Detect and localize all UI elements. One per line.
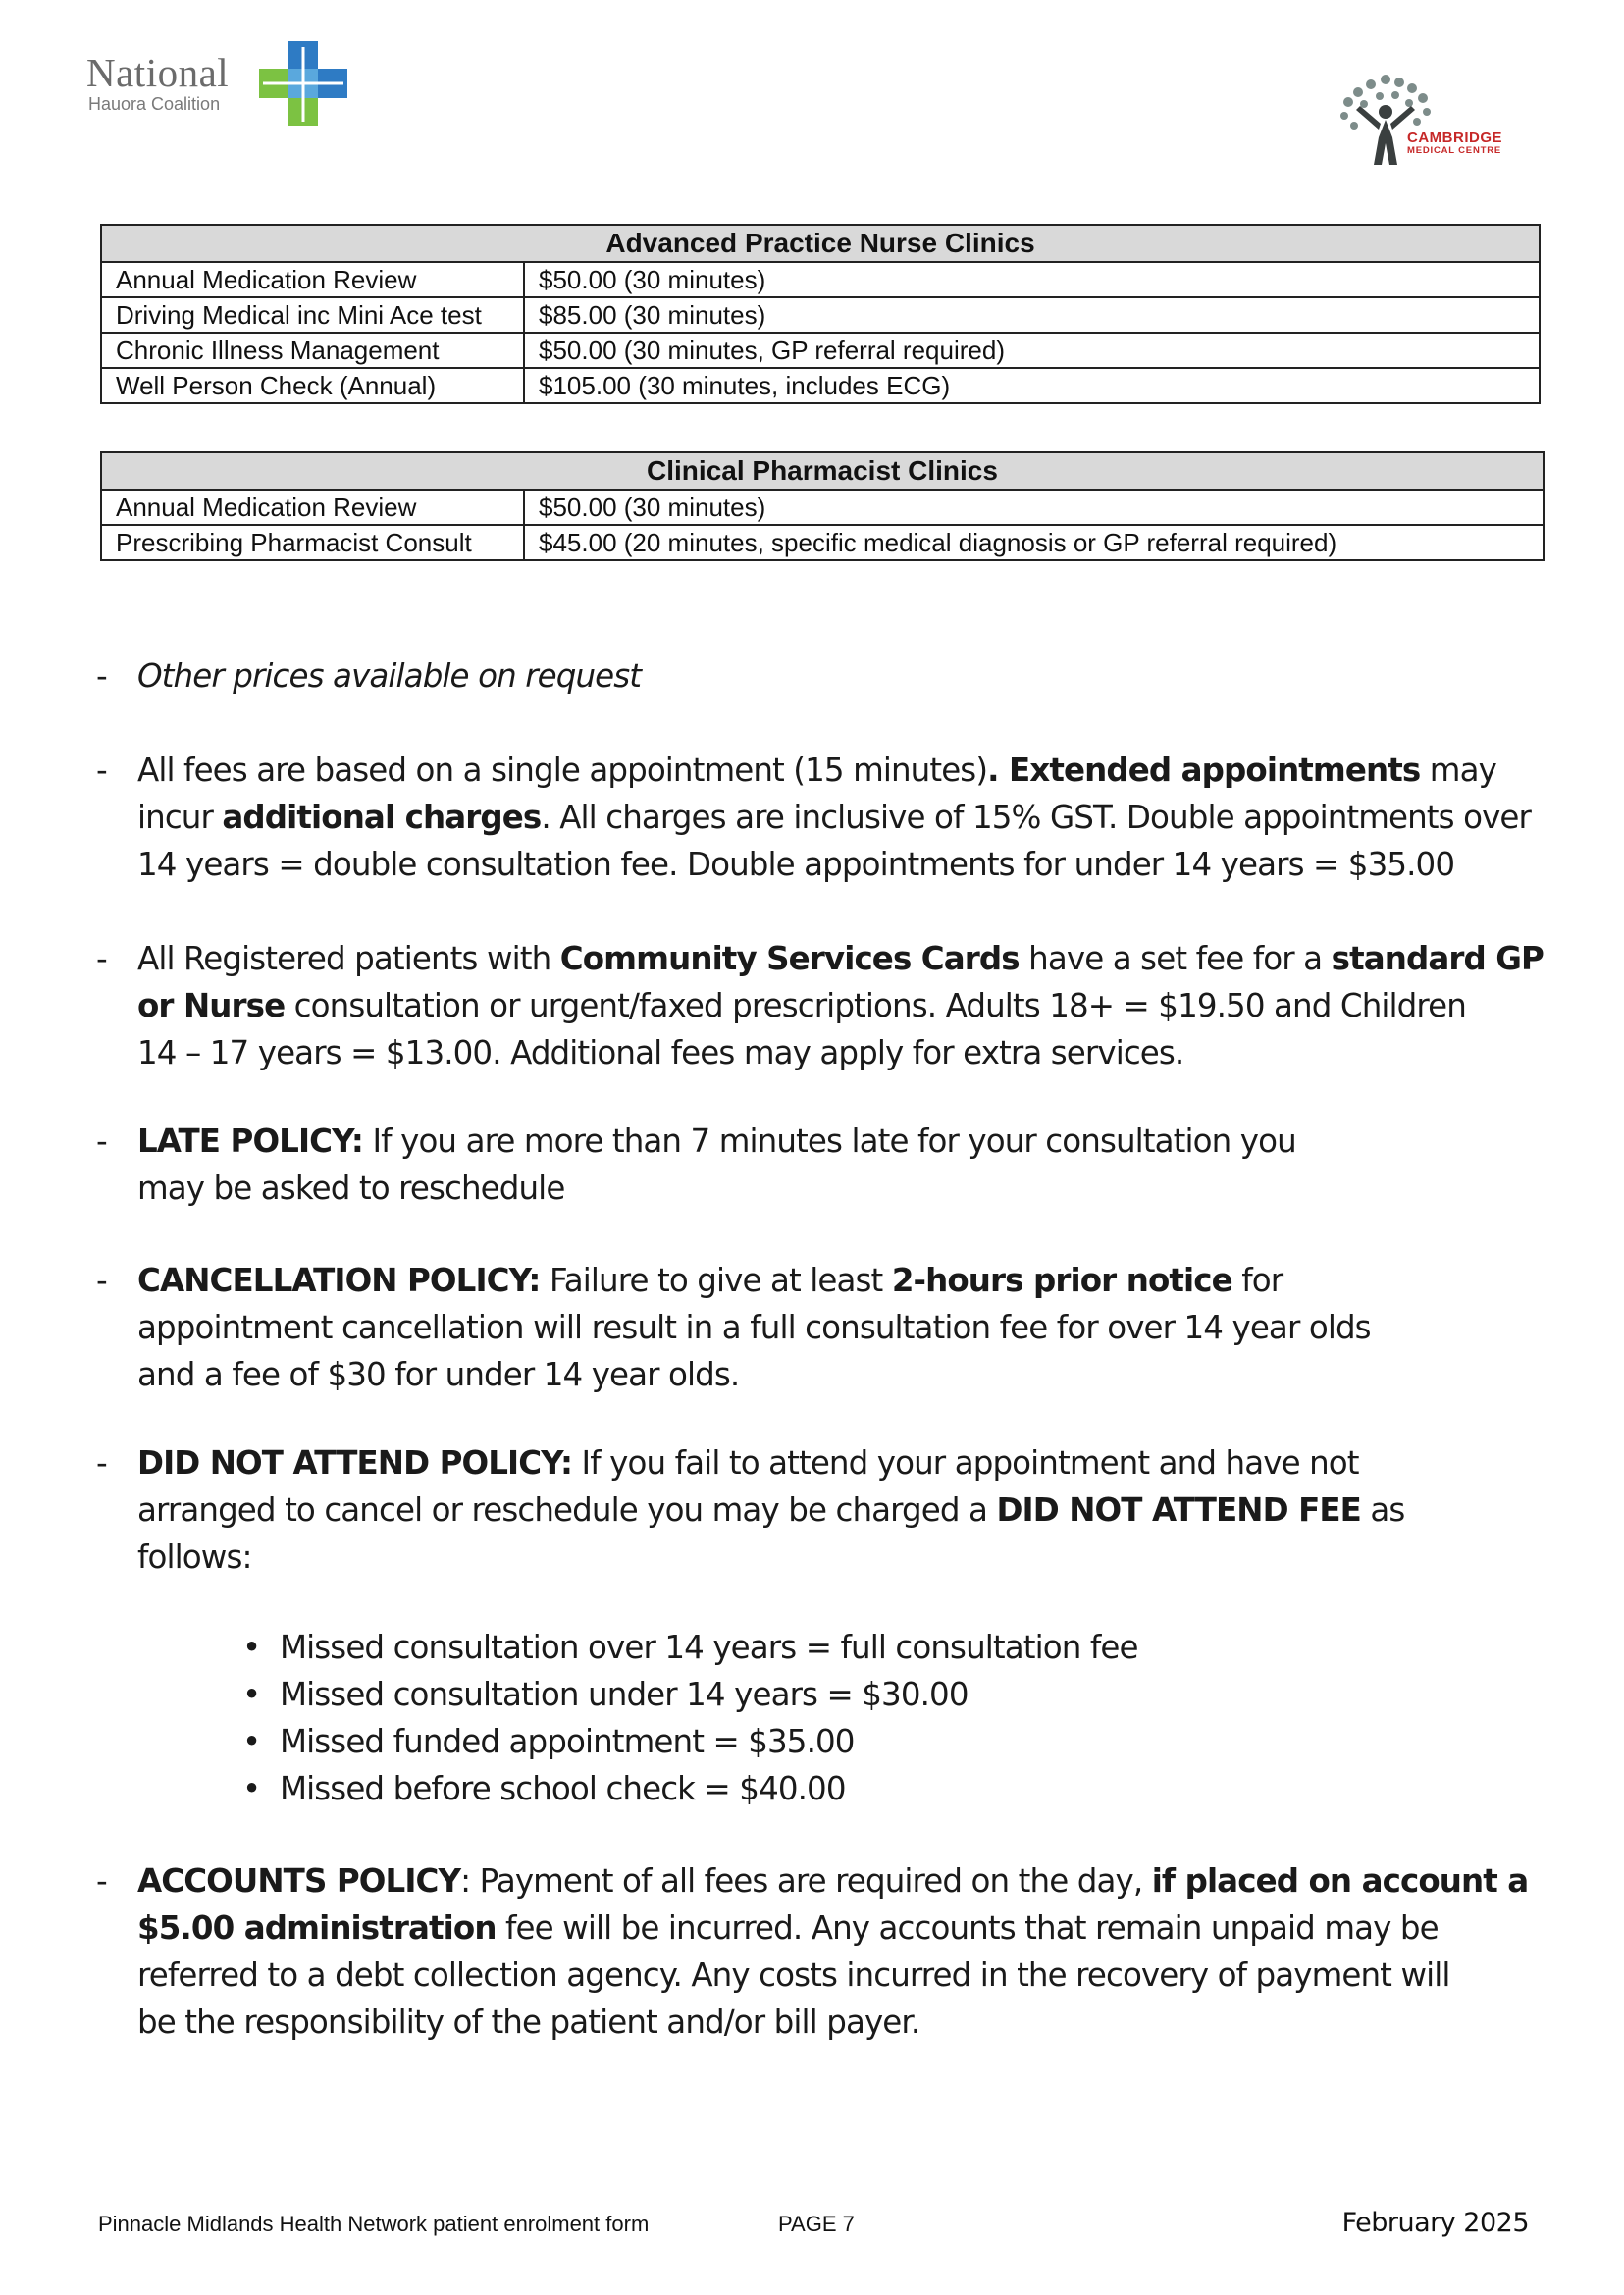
service-cell: Annual Medication Review — [101, 490, 524, 525]
national-hauora-coalition-logo — [86, 49, 351, 128]
bold-span: standard GP — [1331, 940, 1544, 977]
text-span: have a set fee for a — [1019, 940, 1332, 977]
fee-cell: $105.00 (30 minutes, includes ECG) — [524, 368, 1540, 403]
bold-span: $5.00 administration — [137, 1909, 497, 1947]
text-span: as — [1360, 1491, 1405, 1529]
bold-span: or Nurse — [137, 987, 286, 1024]
clinical-pharmacist-table — [100, 451, 1545, 561]
fee-cell: $50.00 (30 minutes) — [524, 490, 1544, 525]
text-span: may be asked to reschedule — [137, 1170, 565, 1207]
bold-span: additional charges — [222, 799, 542, 836]
fee-cell: $50.00 (30 minutes) — [524, 262, 1540, 297]
text-span: fee will be incurred. Any accounts that remain unpaid may be — [496, 1909, 1439, 1947]
text-span: follows: — [137, 1539, 252, 1576]
advanced-practice-nurse-table — [100, 224, 1541, 404]
text-span: If you are more than 7 minutes late for your consultation you — [363, 1122, 1296, 1160]
note-late-policy — [96, 1118, 1548, 1212]
bold-span: DID NOT ATTEND POLICY: — [137, 1444, 573, 1482]
logo-hauora-text: Hauora Coalition — [88, 94, 221, 114]
medical-cross-icon — [259, 41, 347, 126]
text-span: . All charges are inclusive of 15% GST. Double appointments over — [541, 799, 1531, 836]
text-span: appointment cancellation will result in a full consultation fee for over 14 year olds — [137, 1309, 1371, 1346]
service-cell: Driving Medical inc Mini Ace test — [101, 297, 524, 333]
service-cell: Chronic Illness Management — [101, 333, 524, 368]
table-row — [101, 333, 1540, 368]
note-other-prices — [96, 652, 1548, 700]
text-span: All fees are based on a single appointment (15 minutes) — [137, 752, 988, 789]
text-span: for — [1231, 1262, 1283, 1299]
table-row — [101, 368, 1540, 403]
text-span: : Payment of all fees are required on the day, — [460, 1862, 1152, 1900]
table-row — [101, 262, 1540, 297]
list-item: • Missed consultation over 14 years = full consultation fee — [242, 1624, 1548, 1671]
text-span: consultation or urgent/faxed prescriptions. Adults 18+ = $19.50 and Children — [285, 987, 1466, 1024]
text-span: 14 – 17 years = $13.00. Additional fees may apply for extra services. — [137, 1034, 1184, 1071]
page-footer — [98, 2208, 1531, 2247]
list-dash: - — [96, 1262, 107, 1299]
fee-cell: $50.00 (30 minutes, GP referral required) — [524, 333, 1540, 368]
table-header-row — [101, 225, 1540, 262]
bold-span: LATE POLICY: — [137, 1122, 364, 1160]
list-item: • Missed funded appointment = $35.00 — [242, 1718, 1548, 1765]
service-cell: Prescribing Pharmacist Consult — [101, 525, 524, 560]
text-span: be the responsibility of the patient and/or bill payer. — [137, 2004, 920, 2041]
bold-span: ACCOUNTS POLICY — [137, 1862, 461, 1900]
list-dash: - — [96, 657, 107, 695]
footer-page-number: PAGE 7 — [778, 2212, 855, 2236]
text-span: arranged to cancel or reschedule you may be charged a — [137, 1491, 997, 1529]
list-item: • Missed consultation under 14 years = $30.00 — [242, 1671, 1548, 1718]
text-span: referred to a debt collection agency. Any costs incurred in the recovery of payment will — [137, 1956, 1450, 1994]
bold-span: Community Services Cards — [559, 940, 1020, 977]
logo-cambridge-text: CAMBRIDGE — [1407, 130, 1502, 146]
other-prices-text: Other prices available on request — [137, 657, 642, 695]
table-title: Advanced Practice Nurse Clinics — [101, 225, 1540, 262]
note-fees — [96, 747, 1548, 888]
table-header-row — [101, 452, 1544, 490]
logo-medical-centre-text: MEDICAL CENTRE — [1407, 145, 1501, 156]
page-header — [0, 0, 1624, 196]
text-span: and a fee of $30 for under 14 year olds. — [137, 1356, 740, 1393]
text-span: If you fail to attend your appointment and have not — [572, 1444, 1359, 1482]
text-span: 14 years = double consultation fee. Double appointments for under 14 years = $35.00 — [137, 846, 1455, 883]
list-dash: - — [96, 1444, 107, 1482]
text-span: may — [1420, 752, 1496, 789]
list-item: • Missed before school check = $40.00 — [242, 1765, 1548, 1812]
bold-span: DID NOT ATTEND FEE — [996, 1491, 1361, 1529]
text-span: incur — [137, 799, 223, 836]
list-dash: - — [96, 1122, 107, 1160]
fee-cell: $45.00 (20 minutes, specific medical diagnosis or GP referral required) — [524, 525, 1544, 560]
note-accounts-policy — [96, 1857, 1548, 2046]
service-cell: Well Person Check (Annual) — [101, 368, 524, 403]
note-cancellation-policy — [96, 1257, 1548, 1398]
note-community-services-cards — [96, 935, 1548, 1076]
table-row — [101, 525, 1544, 560]
note-did-not-attend-policy — [96, 1439, 1548, 1581]
bold-span: 2-hours prior notice — [891, 1262, 1232, 1299]
footer-form-name: Pinnacle Midlands Health Network patient enrolment form — [98, 2212, 650, 2236]
logo-national-text: National — [86, 50, 230, 95]
list-dash: - — [96, 1862, 107, 1900]
bold-span: CANCELLATION POLICY: — [137, 1262, 541, 1299]
footer-date: February 2025 — [1341, 2208, 1529, 2238]
bold-span: if placed on account a — [1151, 1862, 1529, 1900]
text-span: All Registered patients with — [137, 940, 560, 977]
cambridge-medical-centre-logo — [1336, 71, 1533, 169]
service-cell: Annual Medication Review — [101, 262, 524, 297]
table-row — [101, 297, 1540, 333]
text-span: Failure to give at least — [540, 1262, 892, 1299]
bold-span: . Extended appointments — [987, 752, 1421, 789]
list-dash: - — [96, 940, 107, 977]
did-not-attend-fees-list — [96, 1624, 1548, 1812]
list-dash: - — [96, 752, 107, 789]
policy-notes — [96, 652, 1548, 2046]
fee-cell: $85.00 (30 minutes) — [524, 297, 1540, 333]
table-title: Clinical Pharmacist Clinics — [101, 452, 1544, 490]
table-row — [101, 490, 1544, 525]
